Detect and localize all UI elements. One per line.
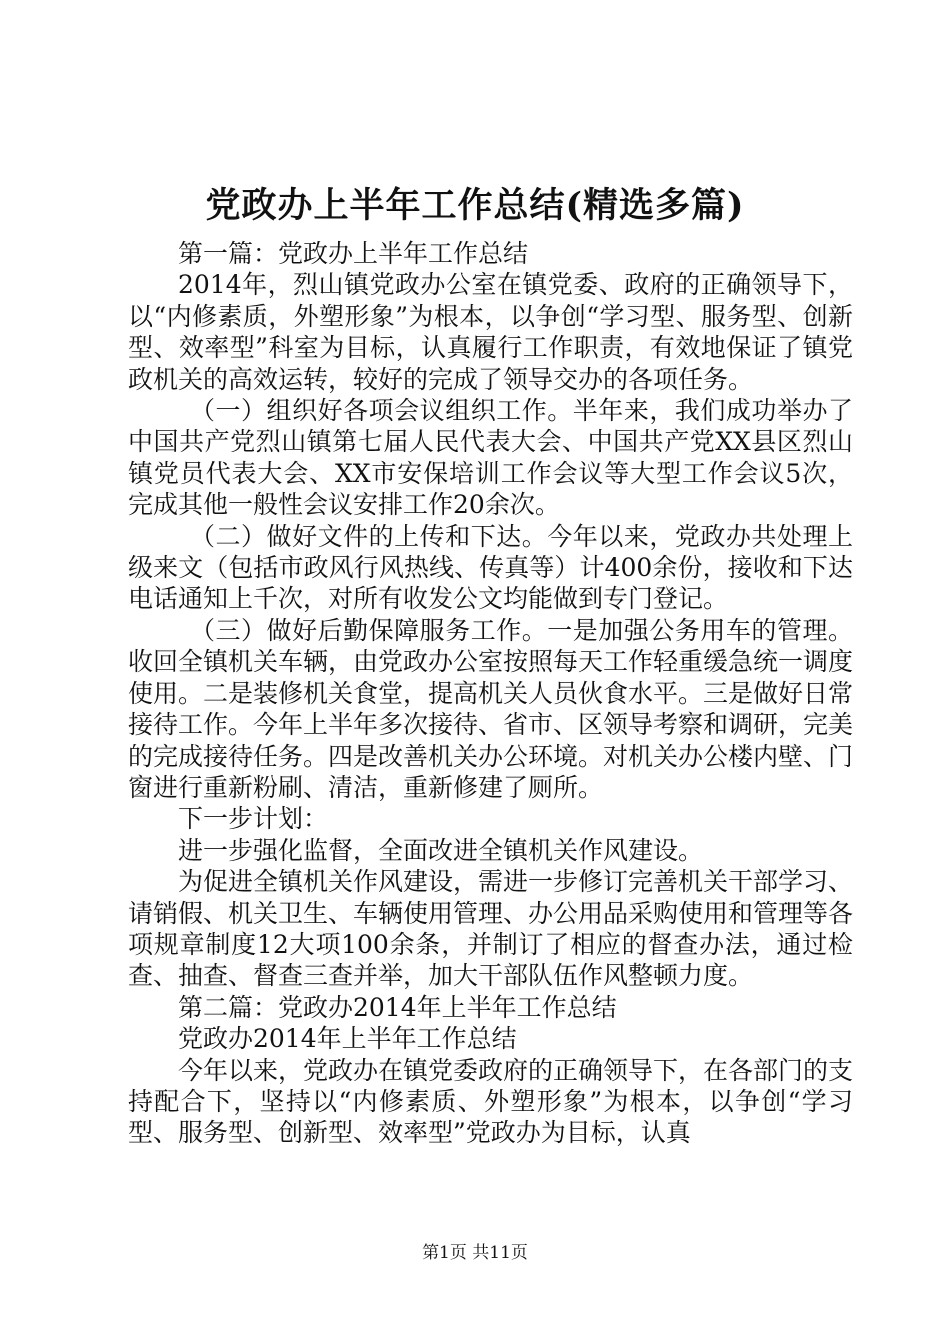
page-footer: 第1页 共11页 xyxy=(422,1243,528,1263)
paragraph-item-2: （二）做好文件的上传和下达。今年以来，党政办共处理上级来文（包括市政风行风热线、传真等）计400余份，接收和下达电话通知上千次，对所有收发公文均能做到专门登记。 xyxy=(128,521,853,614)
next-plan-detail: 为促进全镇机关作风建设，需进一步修订完善机关干部学习、请销假、机关卫生、车辆使用管理、办公用品采购使用和管理等各项规章制度12大项100余条，并制订了相应的督查办法，通过检查、抽查、督查三查并举，加大干部队伍作风整顿力度。 xyxy=(128,867,854,991)
paragraph-item-1: （一）组织好各项会议组织工作。半年来，我们成功举办了中国共产党烈山镇第七届人民代表大会、中国共产党XX县区烈山镇党员代表大会、XX市安保培训工作会议等大型工作会议5次，完成其他一般性会议安排工作20余次。 xyxy=(128,396,853,520)
next-plan-line: 进一步强化监督，全面改进全镇机关作风建设。 xyxy=(178,835,704,865)
section-subtitle-2: 党政办2014年上半年工作总结 xyxy=(178,1024,517,1054)
paragraph-section-2: 今年以来，党政办在镇党委政府的正确领导下，在各部门的支持配合下，坚持以“内修素质、外塑形象”为根本，以争创“学习型、服务型、创新型、效率型”党政办为目标，认真 xyxy=(128,1055,854,1148)
document-body xyxy=(128,238,853,1149)
section-heading-1: 第一篇：党政办上半年工作总结 xyxy=(178,239,529,268)
section-heading-2: 第二篇：党政办2014年上半年工作总结 xyxy=(178,992,617,1022)
paragraph-item-3: （三）做好后勤保障服务工作。一是加强公务用车的管理。收回全镇机关车辆，由党政办公室按照每天工作轻重缓急统一调度使用。二是装修机关食堂，提高机关人员伙食水平。三是做好日常接待工作。今年上半年多次接待、省市、区领导考察和调研，完美的完成接待任务。四是改善机关办公环境。对机关办公楼内壁、门窗进行重新粉刷、清洁，重新修建了厕所。 xyxy=(128,615,854,802)
next-plan-heading: 下一步计划： xyxy=(178,804,329,834)
document-title: 党政办上半年工作总结(精选多篇) xyxy=(205,185,745,226)
paragraph-intro: 2014年，烈山镇党政办公室在镇党委、政府的正确领导下，以“内修素质，外塑形象”为根本，以争创“学习型、服务型、创新型、效率型”科室为目标，认真履行工作职责，有效地保证了镇党政机关的高效运转，较好的完成了领导交办的各项任务。 xyxy=(128,270,853,394)
